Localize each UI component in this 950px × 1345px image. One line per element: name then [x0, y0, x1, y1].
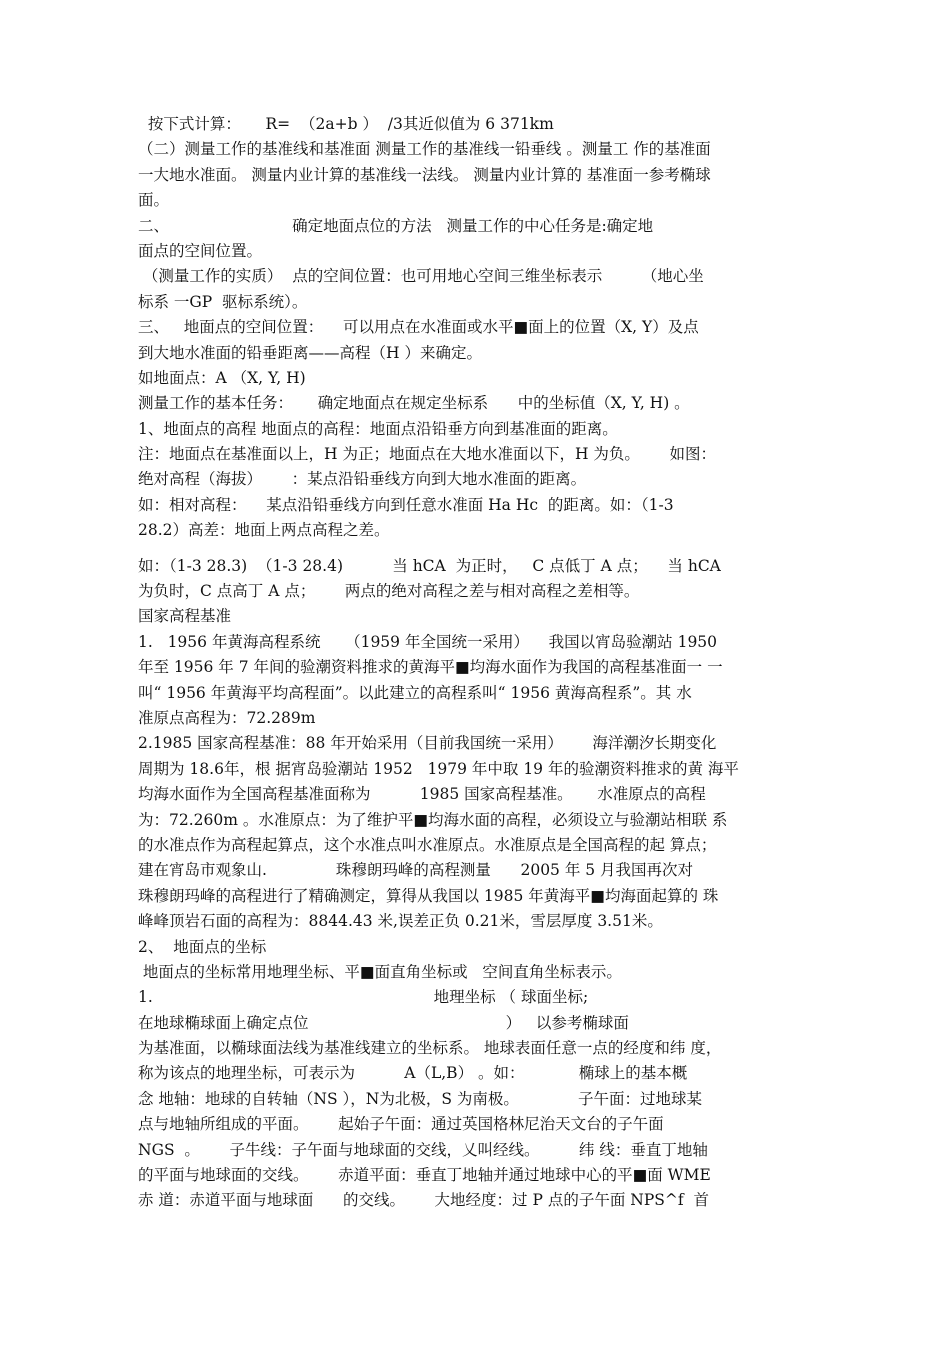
- text-line: 测量工作的基本任务： 确定地面点在规定坐标系 中的坐标值（X, Y, H) 。: [138, 394, 690, 413]
- text-line: 为负时，C 点高丁 A 点； 两点的绝对高程之差与相对高程之差相等。: [138, 582, 640, 601]
- text-line: 为：72.260m 。水准原点：为了维护平■均海水面的高程，必须设立与验潮站相联 系: [138, 810, 728, 829]
- text-line: 称为该点的地理坐标，可表示为 A（L,B） 。如： 椭球上的基本概: [138, 1064, 688, 1083]
- text-line: （测量工作的实质） 点的空间位置：也可用地心空间三维坐标表示 （地心坐: [138, 267, 704, 286]
- text-line: 为基准面，以椭球面法线为基准线建立的坐标系。 地球表面任意一点的经度和纬 度，: [138, 1039, 722, 1058]
- text-line: NGS 。 子牛线：子午面与地球面的交线，乂叫经线。 纬 线：垂直丁地轴: [138, 1140, 708, 1159]
- text-line: 地面点的坐标常用地理坐标、平■面直角坐标或 空间直角坐标表示。: [138, 962, 622, 981]
- text-line: 年至 1956 年 7 年间的验潮资料推求的黄海平■均海水面作为我国的高程基准面一 一: [138, 658, 723, 677]
- text-line: 三、 地面点的空间位置： 可以用点在水准面或水平■面上的位置（X, Y）及点: [138, 318, 699, 337]
- text-line: 2、 地面点的坐标: [138, 937, 267, 956]
- text-line: 建在宵岛市观象山. 珠穆朗玛峰的高程测量 2005 年 5 月我国再次对: [138, 861, 694, 880]
- document-page: [138, 112, 818, 1214]
- text-line: 28.2）高差：地面上两点高程之差。: [138, 521, 390, 540]
- text-line: 赤 道：赤道平面与地球面 的交线。 大地经度：过 P 点的子午面 NPS^f 首: [138, 1191, 709, 1210]
- text-line: 的平面与地球面的交线。 赤道平面：垂直丁地轴并通过地球中心的平■面 WME: [138, 1166, 711, 1185]
- text-line: 念 地轴：地球的自转轴（NS ），N为北极，S 为南极。 子午面：过地球某: [138, 1089, 703, 1108]
- text-line: 1. 地理坐标 （ 球面坐标;: [138, 988, 589, 1007]
- text-line: （二）测量工作的基准线和基准面 测量工作的基准线一铅垂线 。测量工 作的基准面: [138, 140, 711, 159]
- text-line: 如地面点：A （X, Y, H): [138, 368, 306, 387]
- text-line: 峰峰顶岩石面的高程为：8844.43 米,误差正负 0.21米，雪层厚度 3.51米。: [138, 912, 663, 931]
- text-line: 国家高程基准: [138, 607, 232, 626]
- text-line: 如：（1-3 28.3) （1-3 28.4) 当 hCA 为正时， C 点低丁 A 点； 当 hCA: [138, 556, 721, 575]
- text-line: 1. 1956 年黄海高程系统 （1959 年全国统一采用） 我国以宵岛验潮站 1950: [138, 632, 718, 651]
- text-line: 注：地面点在基准面以上，H 为正；地面点在大地水准面以下，H 为负。 如图：: [138, 445, 716, 464]
- text-line: 在地球椭球面上确定点位 ） 以参考椭球面: [138, 1013, 629, 1032]
- text-line: 均海水面作为全国高程基准面称为 1985 国家高程基准。 水准原点的高程: [138, 785, 706, 804]
- paragraph-gap: [138, 544, 818, 554]
- text-line: 面。: [138, 191, 170, 210]
- text-line: 面点的空间位置。: [138, 241, 263, 260]
- text-line: 2.1985 国家高程基准：88 年开始采用（目前我国统一采用） 海洋潮汐长期变化: [138, 734, 717, 753]
- text-line: 准原点高程为：72.289m: [138, 708, 316, 727]
- text-line: 周期为 18.6年，根 据宵岛验潮站 1952 1979 年中取 19 年的验潮资料推求的黄 海平: [138, 759, 739, 778]
- text-line: 点与地轴所组成的平面。 起始子午面：通过英国格林尼治天文台的子午面: [138, 1115, 664, 1134]
- text-line: 如：相对高程： 某点沿铅垂线方向到任意水准面 Ha Hc 的距离。如：（1-3: [138, 495, 674, 514]
- text-line: 1、地面点的高程 地面点的高程：地面点沿铅垂方向到基准面的距离。: [138, 419, 618, 438]
- text-line: 一大地水准面。 测量内业计算的基准线一法线。 测量内业计算的 基准面一参考椭球: [138, 165, 711, 184]
- text-line: 绝对高程（海拔） ：某点沿铅垂线方向到大地水准面的距离。: [138, 470, 587, 489]
- text-line: 珠穆朗玛峰的高程进行了精确测定，算得从我国以 1985 年黄海平■均海面起算的 珠: [138, 886, 719, 905]
- text-line: 标系 一GP 驱标系统）。: [138, 292, 308, 311]
- text-line: 二、 确定地面点位的方法 测量工作的中心任务是:确定地: [138, 216, 654, 235]
- text-line: 叫“ 1956 年黄海平均高程面”。以此建立的高程系叫“ 1956 黄海高程系”。其 水: [138, 683, 692, 702]
- text-line: 到大地水准面的铅垂距离——高程（H ）来确定。: [138, 343, 482, 362]
- text-line: 的水准点作为高程起算点，这个水准点叫水准原点。水准原点是全国高程的起 算点；: [138, 835, 717, 854]
- text-line: 按下式计算： R= （2a+b ） /3其近似值为 6 371km: [138, 115, 554, 133]
